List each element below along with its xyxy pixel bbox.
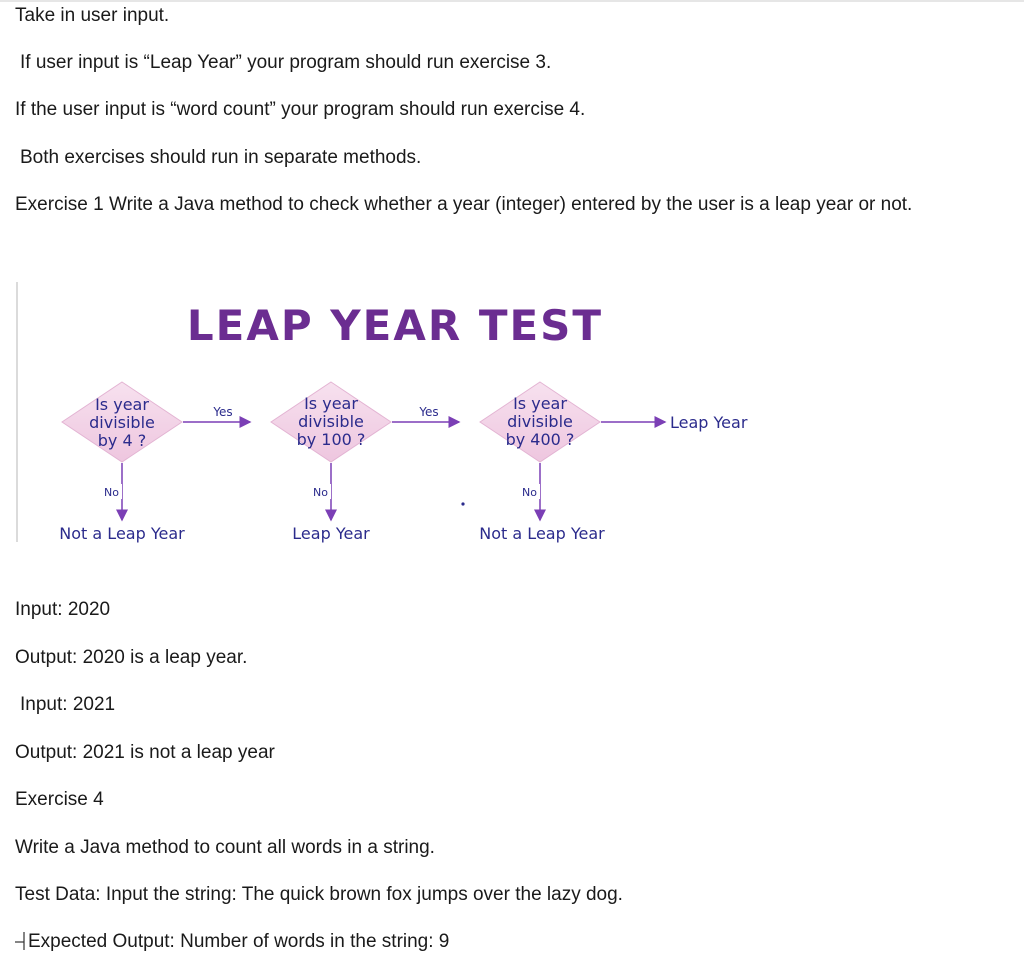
diamond-3-line-1: Is year bbox=[513, 394, 567, 413]
instruction-separate-methods: Both exercises should run in separate methods. bbox=[20, 147, 422, 168]
example-output-2020: Output: 2020 is a leap year. bbox=[15, 647, 248, 668]
example-input-2020: Input: 2020 bbox=[15, 599, 111, 620]
diamond-1-line-2: divisible bbox=[89, 413, 155, 432]
outcome-not-leap-1: Not a Leap Year bbox=[59, 524, 185, 543]
diamond-2-line-1: Is year bbox=[304, 394, 358, 413]
exercise-1-description: Exercise 1 Write a Java method to check whether a year (integer) entered by the user is a leap year or not. bbox=[15, 194, 913, 215]
example-output-2021: Output: 2021 is not a leap year bbox=[15, 742, 275, 763]
exercise-4-expected-output: Expected Output: Number of words in the string: 9 bbox=[28, 931, 450, 952]
instruction-take-input: Take in user input. bbox=[15, 5, 170, 26]
final-leap-year-label: Leap Year bbox=[670, 413, 748, 432]
outcome-leap-year: Leap Year bbox=[292, 524, 370, 543]
no-label-1: No bbox=[104, 486, 119, 499]
yes-label-2: Yes bbox=[419, 405, 439, 419]
no-label-2: No bbox=[313, 486, 328, 499]
exercise-4-heading: Exercise 4 bbox=[15, 789, 104, 810]
diamond-2-line-3: by 100 ? bbox=[296, 430, 366, 449]
yes-label-1: Yes bbox=[213, 405, 233, 419]
instruction-word-count: If the user input is “word count” your program should run exercise 4. bbox=[15, 99, 586, 120]
outcome-not-leap-2: Not a Leap Year bbox=[479, 524, 605, 543]
exercise-4-task: Write a Java method to count all words in a string. bbox=[15, 837, 435, 858]
text-cursor-icon bbox=[14, 932, 26, 950]
leap-year-flowchart bbox=[0, 270, 1024, 560]
diamond-1-line-1: Is year bbox=[95, 395, 149, 414]
instruction-leap-year: If user input is “Leap Year” your program should run exercise 3. bbox=[20, 52, 552, 73]
stray-dot bbox=[461, 502, 464, 505]
diamond-3-line-2: divisible bbox=[507, 412, 573, 431]
exercise-4-test-data: Test Data: Input the string: The quick brown fox jumps over the lazy dog. bbox=[15, 884, 623, 905]
diamond-2-line-2: divisible bbox=[298, 412, 364, 431]
example-input-2021: Input: 2021 bbox=[20, 694, 116, 715]
flowchart-canvas bbox=[0, 270, 1024, 560]
diamond-3-line-3: by 400 ? bbox=[505, 430, 575, 449]
figure-title: LEAP YEAR TEST bbox=[186, 301, 604, 350]
no-label-3: No bbox=[522, 486, 537, 499]
diamond-1-line-3: by 4 ? bbox=[97, 431, 147, 450]
